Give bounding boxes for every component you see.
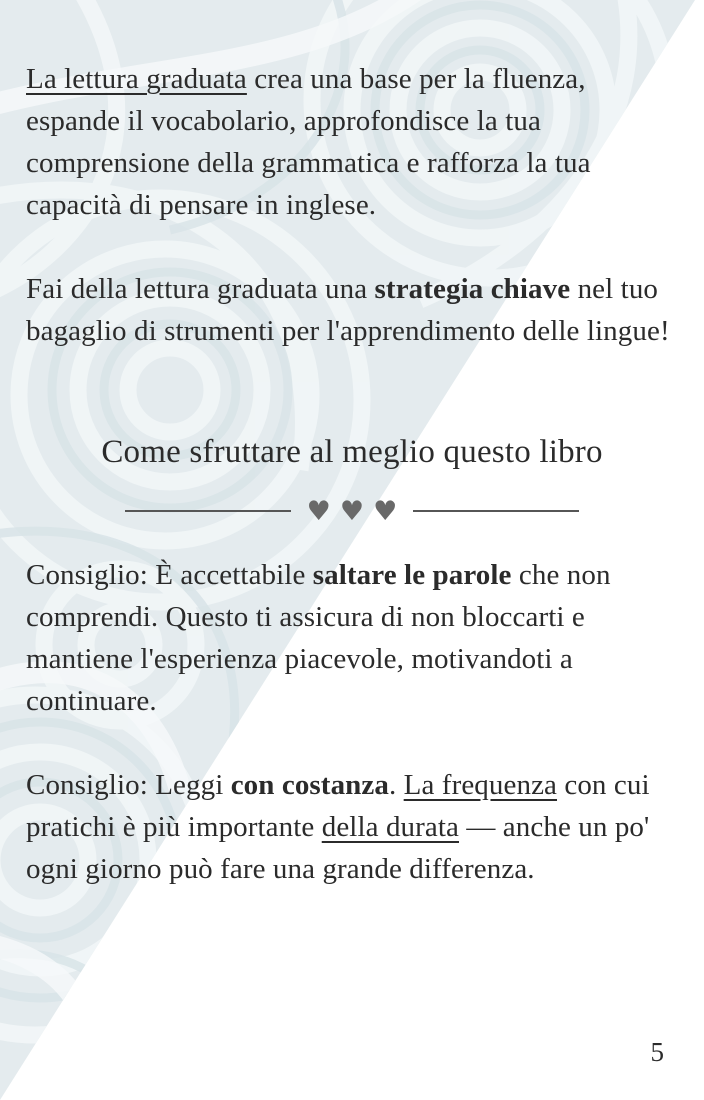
divider-line-left [125, 510, 291, 512]
strategy-paragraph: Fai della lettura graduata una strategia chiave nel tuo bagaglio di strumenti per l'apprendimento delle lingue! [26, 273, 670, 347]
heart-icon: ♥ [339, 495, 365, 527]
intro-paragraph: La lettura graduata crea una base per la fluenza, espande il vocabolario, approfondisce la tua comprensione della grammatica e rafforza la tua capacità di pensare in inglese. [26, 63, 591, 221]
hearts-icon [306, 495, 398, 527]
heart-icon: ♥ [306, 495, 331, 527]
tip-paragraph-consistency: Consiglio: Leggi con costanza. La frequenza con cui pratichi è più importante della durata — anche un po' ogni giorno può fare una grande differenza. [26, 769, 650, 885]
heart-icon: ♥ [373, 495, 398, 527]
divider-line-right [413, 510, 579, 512]
page-number: 5 [650, 1037, 664, 1067]
section-divider [26, 496, 678, 526]
section-heading: Come sfruttare al meglio questo libro [101, 434, 603, 470]
tip-paragraph-skip-words: Consiglio: È accettabile saltare le parole che non comprendi. Questo ti assicura di non bloccarti e mantiene l'esperienza piacevole, motivandoti a continuare. [26, 559, 611, 717]
